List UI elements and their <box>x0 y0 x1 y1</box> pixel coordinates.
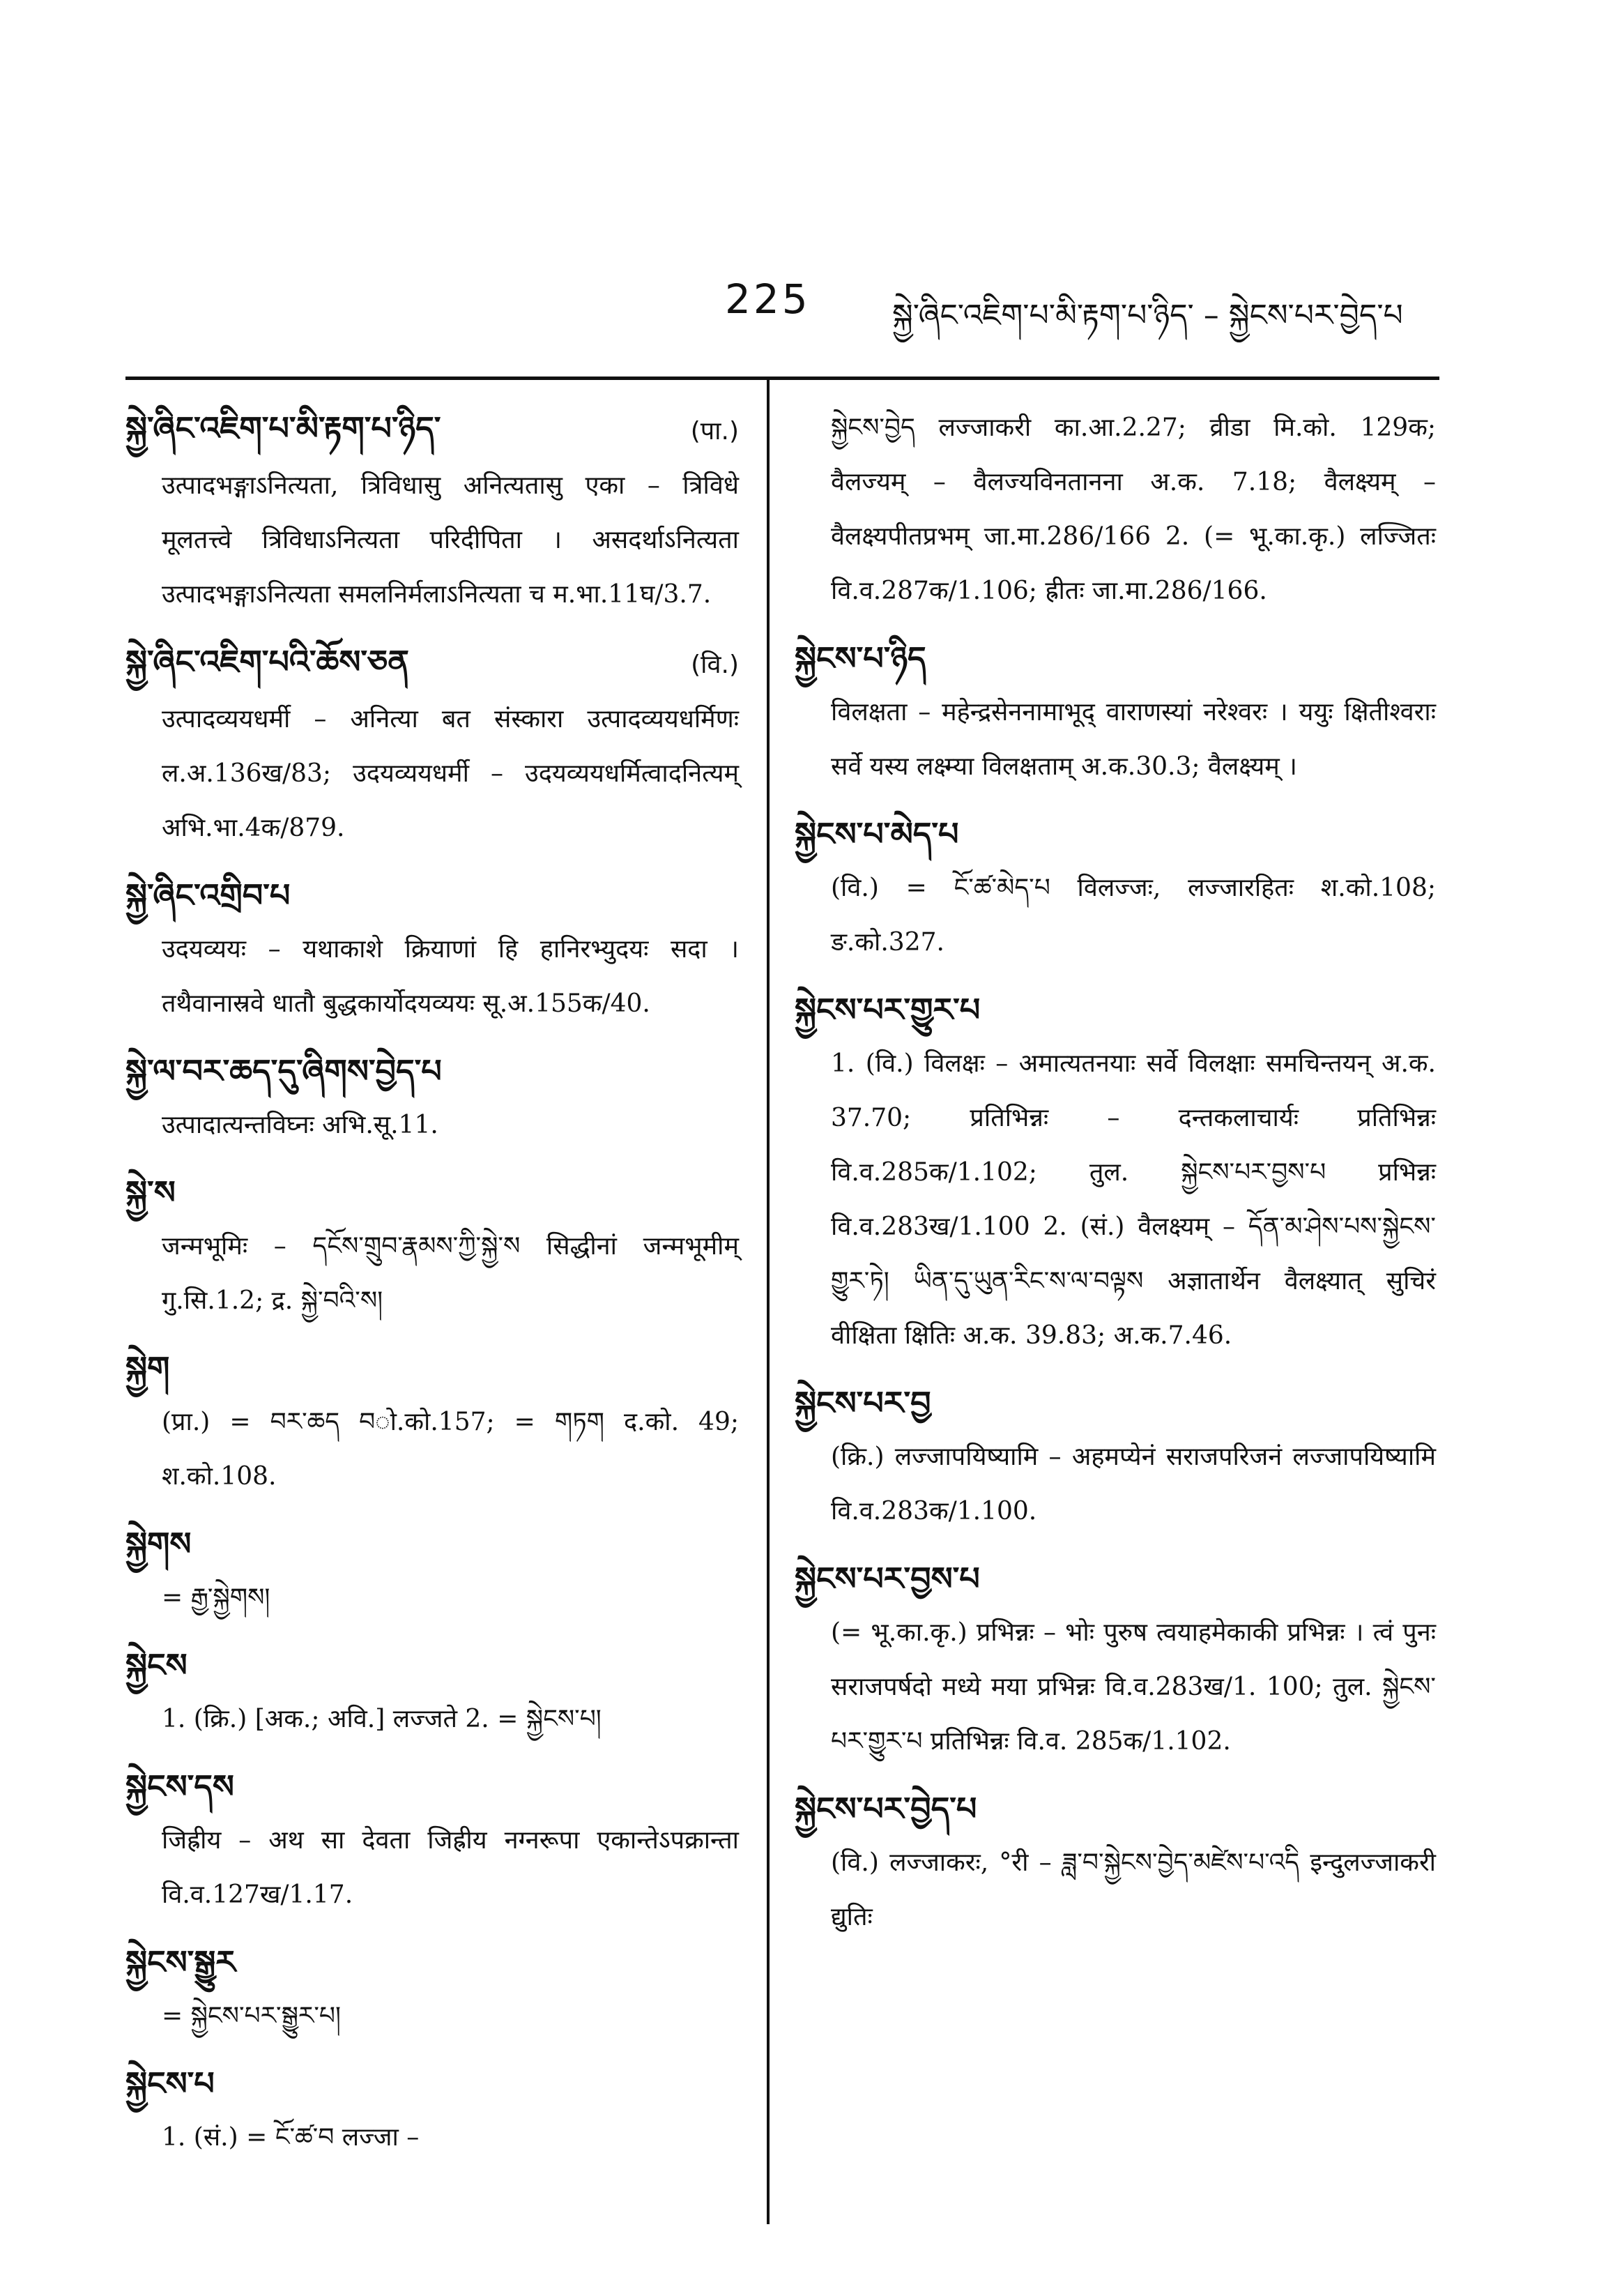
entry-body: उदयव्ययः – यथाकाशे क्रियाणां हि हानिरभ्युदयः सदा । तथैवानास्रवे धातौ बुद्धकार्योदयव्ययः सू.अ.155क/40. <box>162 935 739 1018</box>
entry <box>125 634 739 856</box>
entry-headword: སྐྱེངས་སྒྱུར <box>125 1943 236 1981</box>
entry <box>125 1935 739 2044</box>
header-rule <box>125 377 1439 380</box>
entry-body: उत्पादात्यन्तविघ्नः अभि.सू.11. <box>162 1111 438 1139</box>
entry <box>125 1341 739 1504</box>
entry <box>795 1781 1436 1945</box>
entry-body: 1. (क्रि.) [अक.; अवि.] लज्जते 2. = སྐྱེངས་པ། <box>162 1705 602 1733</box>
entry <box>795 631 1436 794</box>
entry-body: जिह्रीय – अथ सा देवता जिह्रीय नग्नरूपा एकान्तेऽपक्रान्ता वि.व.127ख/1.17. <box>162 1826 739 1909</box>
entry <box>125 401 739 622</box>
entry-body: उत्पादव्ययधर्मी – अनित्या बत संस्कारा उत्पादव्ययधर्मिणः ल.अ.136ख/83; उदयव्ययधर्मी – उदयव्ययधर्मित्वादनित्यम् अभि.भा.4क/879. <box>162 705 739 842</box>
entry-body: = སྐྱེངས་པར་སྒྱུར་པ། <box>162 2002 341 2030</box>
running-head: སྐྱེ་ཞིང་འཇིག་པ་མི་རྟག་པ་ཉིད་ – སྐྱེངས་པར་བྱེད་པ <box>892 298 1403 333</box>
entry <box>125 1759 739 1922</box>
entry-body: (= भू.का.कृ.) प्रभिन्नः – भोः पुरुष त्वयाहमेकाकी प्रभिन्नः । त्वं पुनः सराजपर्षदो मध्ये मया प्रभिन्नः वि.व.283ख/1. 100; तुल. སྐྱེངས་པར་གྱུར་པ प्रतिभिन्नः वि.व. 285क/1.102. <box>831 1618 1436 1756</box>
entry <box>795 1551 1436 1769</box>
entry <box>795 1376 1436 1539</box>
entry-headword: སྐྱེངས་པར་བྱ <box>795 1384 931 1422</box>
entry-headword: སྐྱེ་ཞིང་འགྲིབ་པ <box>125 876 291 914</box>
entry-headword: སྐྱེ་ཞིང་འཇིག་པ་མི་རྟག་པ་ཉིད་ <box>125 409 441 447</box>
entry-body: (वि.) लज्जाकरः, °री – ཟླ་བ་སྐྱེངས་བྱེད་མཛེས་པ་འདི इन्दुलज्जाकरी द्युतिः <box>831 1848 1436 1931</box>
entry-headword: སྐྱེངས་པ་མེད་པ <box>795 815 959 853</box>
entry-headword: སྐྱེངས་པར་གྱུར་པ <box>795 991 981 1028</box>
entry-headword: སྐྱེངས་དས <box>125 1767 234 1805</box>
entry-body: སྐྱེངས་བྱེད लज्जाकरी का.आ.2.27; व्रीडा मि.को. 129क; वैलज्यम् – वैलज्यविनतानना अ.क. 7.18; वैलक्ष्यम् – वैलक्ष्यपीतप्रभम् जा.मा.286/166 2. (= भू.का.कृ.) लज्जितः वि.व.287क/1.106; ह्रीतः जा.मा.286/166. <box>831 413 1436 605</box>
entry <box>795 807 1436 970</box>
entry-body: जन्मभूमिः – དངོས་གྲུབ་རྣམས་ཀྱི་སྐྱེ་ས सिद्धीनां जन्मभूमीम् गु.सि.1.2; द्र. སྐྱེ་བའི་ས། <box>162 1232 739 1315</box>
entry-headword: སྐྱེངས་པ <box>125 2065 215 2102</box>
entry-body: 1. (सं.) = ངོ་ཚ་བ लज्जा – <box>162 2123 420 2152</box>
entry <box>795 982 1436 1363</box>
entry <box>125 2056 739 2165</box>
entry <box>125 1044 739 1153</box>
entry-body: विलक्षता – महेन्द्रसेननामाभूद् वाराणस्यां नरेश्वरः । ययुः क्षितीश्वराः सर्वे यस्य लक्ष्म्या विलक्षताम् अ.क.30.3; वैलक्ष्यम् । <box>831 698 1436 781</box>
entry-body: 1. (वि.) विलक्षः – अमात्यतनयाः सर्वे विलक्षाः समचिन्तयन् अ.क. 37.70; प्रतिभिन्नः – दन्तकलाचार्यः प्रतिभिन्नः वि.व.285क/1.102; तुल. སྐྱེངས་པར་བྱས་པ प्रभिन्नः वि.व.283ख/1.100 2. (सं.) वैलक्ष्यम् – དོན་མ་ཤེས་པས་སྐྱེངས་གྱུར་ཏེ། ཡིན་དུ་ཡུན་རིང་ས་ལ་བལྟས अज्ञातार्थेन वैलक्ष्यात् सुचिरं वीक्षिता क्षितिः अ.क. 39.83; अ.क.7.46. <box>831 1049 1436 1350</box>
left-column <box>125 401 739 2177</box>
column-divider <box>767 377 770 2224</box>
page-number: 225 <box>725 275 811 323</box>
entry-headword: སྐྱེངས <box>125 1646 188 1684</box>
entry-headword: སྐྱེ་ལ་བར་ཆད་དུ་ཞིགས་བྱེད་པ <box>125 1052 442 1090</box>
entry-headword: སྐྱེངས་པ་ཉིད <box>795 639 926 677</box>
entry-body: (वि.) = ངོ་ཚ་མེད་པ विलज्जः, लज्जारहितः श.को.108; ङ.को.327. <box>831 874 1436 957</box>
entry <box>125 1165 739 1328</box>
entry-headword: སྐྱེ་ཞིང་འཇིག་པའི་ཆོས་ཅན <box>125 643 409 681</box>
entry-body: (क्रि.) लज्जापयिष्यामि – अहमप्येनं सराजपरिजनं लज्जापयिष्यामि वि.व.283क/1.100. <box>831 1443 1436 1526</box>
entry-headword: སྐྱེངས་པར་བྱེད་པ <box>795 1790 977 1827</box>
entry-body: (प्रा.) = བར་ཆད བो.को.157; = གཏག द.को. 49; श.को.108. <box>162 1408 739 1491</box>
entry-body: उत्पादभङ्गाऽनित्यता, त्रिविधासु अनित्यतासु एका – त्रिविधे मूलतत्त्वे त्रिविधाऽनित्यता परिदीपिता । असदर्थाऽनित्यता उत्पादभङ्गाऽनित्यता समलनिर्मलाऽनित्यता च म.भा.11घ/3.7. <box>162 471 739 609</box>
right-column <box>795 401 1436 1957</box>
page-header <box>0 275 1622 338</box>
entry-headword: སྐྱེག <box>125 1349 170 1387</box>
entry <box>125 1516 739 1625</box>
entry-headword: སྐྱེ་ས <box>125 1173 176 1211</box>
entry <box>125 868 739 1031</box>
entry-tag: (पा.) <box>690 417 739 446</box>
entry <box>125 1638 739 1747</box>
entry-tag: (वि.) <box>691 651 739 679</box>
entry-headword: སྐྱེངས་པར་བྱས་པ <box>795 1560 980 1597</box>
entry-body: = རྒྱ་སྐྱེགས། <box>162 1583 270 1612</box>
entry <box>795 401 1436 618</box>
entry-headword: སྐྱེགས <box>125 1525 192 1563</box>
